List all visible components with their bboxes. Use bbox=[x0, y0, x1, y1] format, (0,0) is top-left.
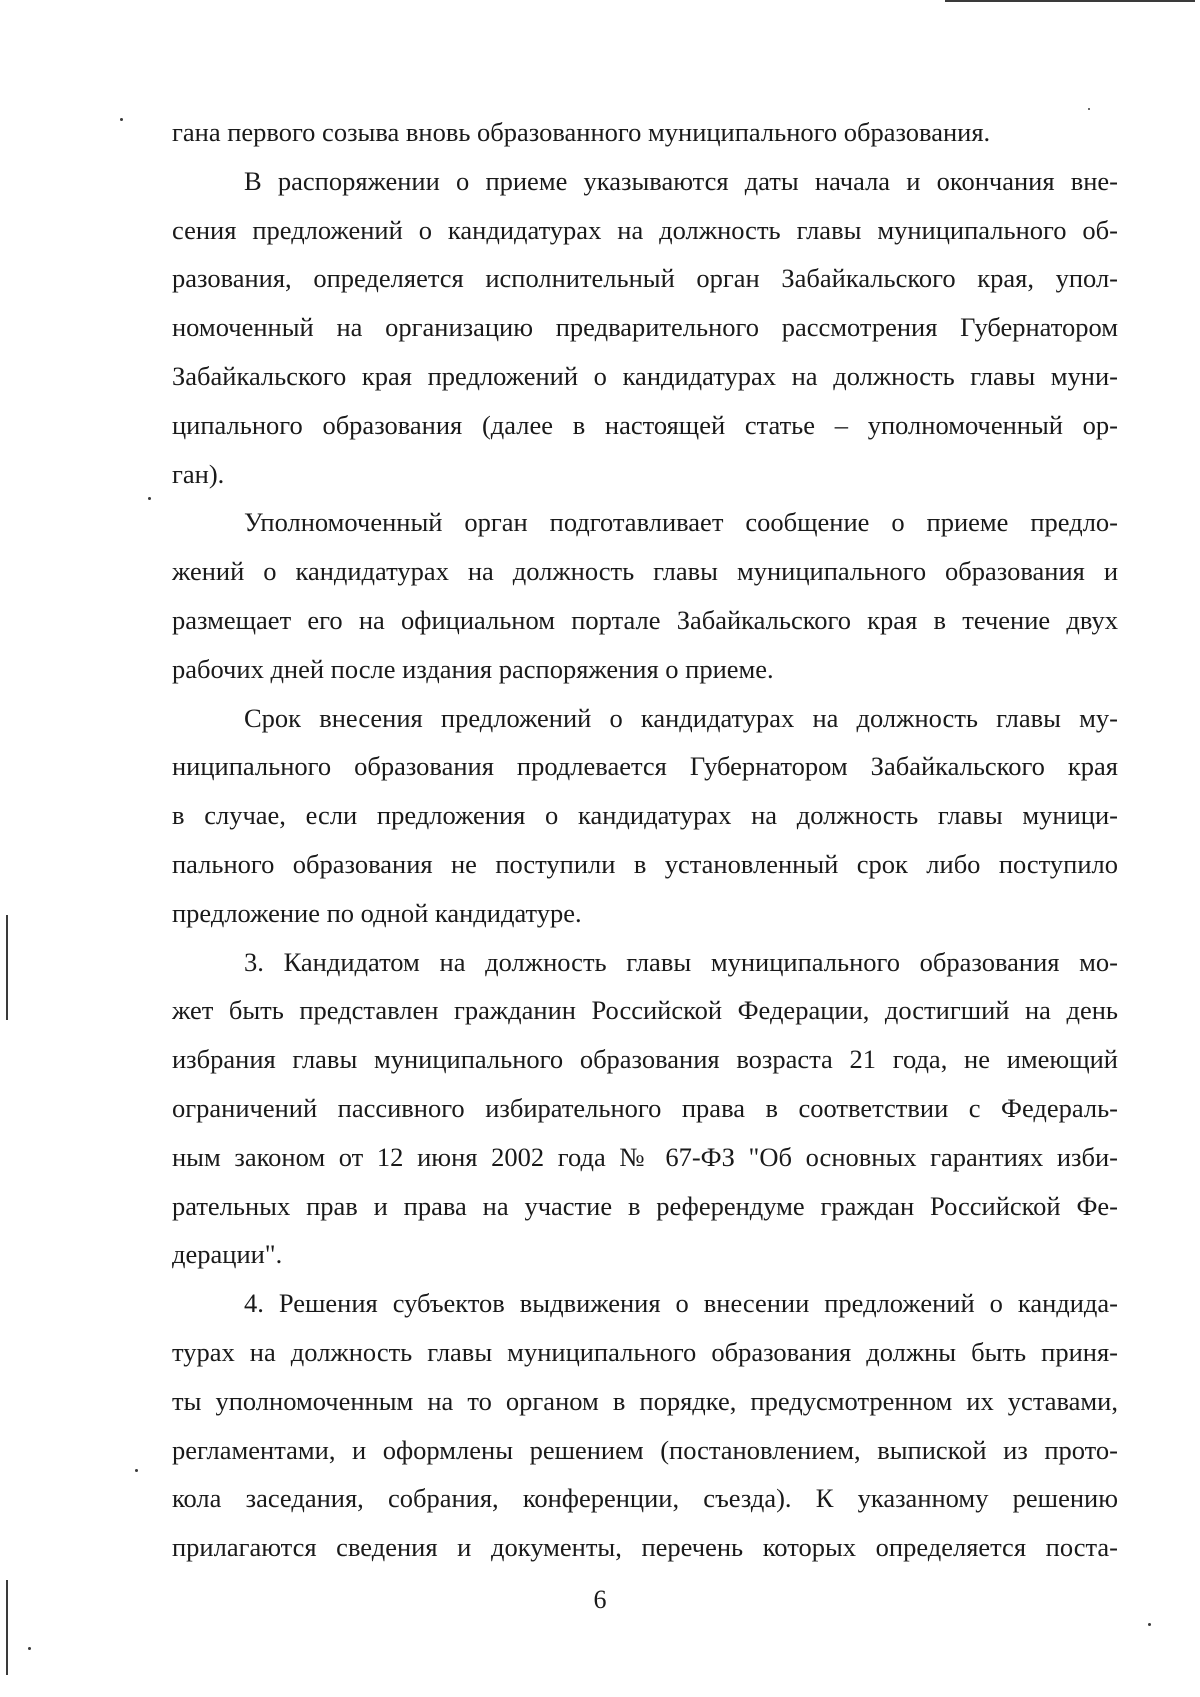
text-line: 4. Решения субъектов выдвижения о внесении предложений о кандида- bbox=[244, 1288, 1118, 1319]
document-body bbox=[172, 108, 1118, 1572]
text-line: предложение по одной кандидатуре. bbox=[172, 897, 582, 928]
scan-edge-mark-left-1 bbox=[6, 915, 8, 1020]
text-line: Уполномоченный орган подготавливает сообщение о приеме предло- bbox=[244, 507, 1118, 538]
text-line: номоченный на организацию предварительного рассмотрения Губернатором bbox=[172, 312, 1118, 343]
text-line: турах на должность главы муниципального образования должны быть приня- bbox=[172, 1336, 1118, 1367]
text-line: Срок внесения предложений о кандидатурах на должность главы му- bbox=[244, 702, 1118, 733]
scan-speck bbox=[135, 1469, 138, 1472]
text-line: жет быть представлен гражданин Российской Федерации, достигший на день bbox=[172, 995, 1118, 1026]
text-line: ниципального образования продлевается Губернатором Забайкальского края bbox=[172, 751, 1118, 782]
text-line: ган). bbox=[172, 458, 225, 489]
text-line: в случае, если предложения о кандидатурах на должность главы муници- bbox=[172, 800, 1118, 831]
text-line: регламентами, и оформлены решением (постановлением, выпиской из прото- bbox=[172, 1434, 1118, 1465]
text-line: ципального образования (далее в настоящей статье – уполномоченный ор- bbox=[172, 409, 1118, 440]
scan-speck bbox=[1088, 108, 1090, 110]
text-line: ным законом от 12 июня 2002 года № 67-ФЗ "Об основных гарантиях изби- bbox=[172, 1141, 1118, 1172]
scan-speck bbox=[28, 1647, 31, 1650]
text-line: пального образования не поступили в установленный срок либо поступило bbox=[172, 848, 1118, 879]
text-line: В распоряжении о приеме указываются даты начала и окончания вне- bbox=[244, 165, 1118, 196]
text-line: рательных прав и права на участие в референдуме граждан Российской Фе- bbox=[172, 1190, 1118, 1221]
text-line: рабочих дней после издания распоряжения о приеме. bbox=[172, 653, 774, 684]
text-line: избрания главы муниципального образования возраста 21 года, не имеющий bbox=[172, 1044, 1118, 1075]
scan-speck bbox=[148, 497, 151, 500]
text-line: кола заседания, собрания, конференции, съезда). К указанному решению bbox=[172, 1483, 1118, 1514]
page-number: 6 bbox=[593, 1585, 607, 1614]
text-line: ограничений пассивного избирательного права в соответствии с Федераль- bbox=[172, 1092, 1118, 1123]
scan-speck bbox=[120, 118, 123, 121]
text-line: ты уполномоченным на то органом в порядке, предусмотренном их уставами, bbox=[172, 1385, 1118, 1416]
text-line: дерации". bbox=[172, 1239, 283, 1270]
text-line: разования, определяется исполнительный орган Забайкальского края, упол- bbox=[172, 263, 1118, 294]
text-line: сения предложений о кандидатурах на должность главы муниципального об- bbox=[172, 214, 1118, 245]
text-line: прилагаются сведения и документы, перечень которых определяется поста- bbox=[172, 1532, 1118, 1563]
scan-edge-mark-top bbox=[945, 0, 1195, 2]
text-line: 3. Кандидатом на должность главы муниципального образования мо- bbox=[244, 946, 1118, 977]
scan-edge-mark-left-2 bbox=[6, 1580, 8, 1675]
text-line: Забайкальского края предложений о кандидатурах на должность главы муни- bbox=[172, 360, 1118, 391]
scan-speck bbox=[1148, 1623, 1151, 1626]
text-line: жений о кандидатурах на должность главы муниципального образования и bbox=[172, 556, 1118, 587]
text-line: гана первого созыва вновь образованного муниципального образования. bbox=[172, 117, 991, 147]
text-line: размещает его на официальном портале Забайкальского края в течение двух bbox=[172, 604, 1118, 635]
